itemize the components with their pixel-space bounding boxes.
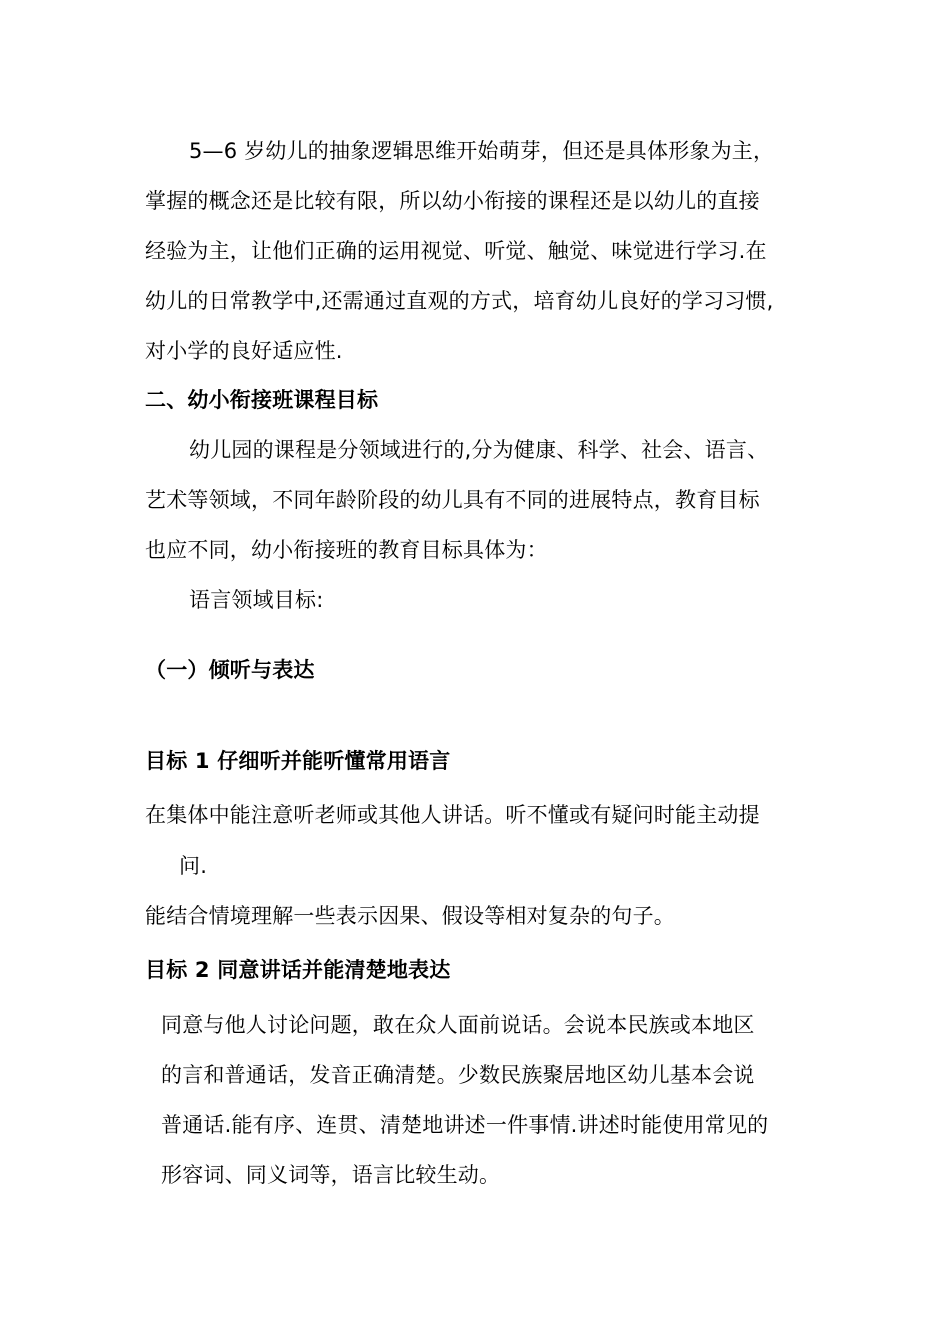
intro-line-1: 5—6 岁幼儿的抽象逻辑思维开始萌芽，但还是具体形象为主，	[189, 139, 775, 163]
subsection-1-heading: （一）倾听与表达	[145, 658, 315, 682]
section-2-line-3: 也应不同，幼小衔接班的教育目标具体为：	[145, 538, 548, 562]
goal-2-heading: 目标 2 同意讲话并能清楚地表达	[145, 958, 451, 982]
section-2-heading: 二、幼小衔接班课程目标	[145, 388, 379, 412]
language-goal-label: 语言领域目标:	[189, 588, 324, 612]
goal-1-item-1-line-1: 在集体中能注意听老师或其他人讲话。听不懂或有疑问时能主动提	[145, 803, 760, 827]
intro-line-3: 经验为主，让他们正确的运用视觉、听觉、触觉、味觉进行学习.在	[145, 239, 767, 263]
goal-2-line-4: 形容词、同义词等，语言比较生动。	[161, 1163, 501, 1187]
goal-2-line-1: 同意与他人讨论问题，敢在众人面前说话。会说本民族或本地区	[161, 1013, 755, 1037]
goal-2-line-2: 的言和普通话，发音正确清楚。少数民族聚居地区幼儿基本会说	[161, 1063, 755, 1087]
section-2-line-1: 幼儿园的课程是分领域进行的,分为健康、科学、社会、语言、	[189, 438, 769, 462]
goal-2-line-3: 普通话.能有序、连贯、清楚地讲述一件事情.讲述时能使用常见的	[161, 1113, 769, 1137]
goal-1-heading: 目标 1 仔细听并能听懂常用语言	[145, 749, 451, 773]
goal-1-item-1-line-2: 问.	[179, 854, 208, 878]
intro-line-2: 掌握的概念还是比较有限，所以幼小衔接的课程还是以幼儿的直接	[145, 189, 760, 213]
goal-1-item-2: 能结合情境理解一些表示因果、假设等相对复杂的句子。	[145, 904, 675, 928]
intro-line-4: 幼儿的日常教学中,还需通过直观的方式，培育幼儿良好的学习习惯,	[145, 289, 774, 313]
intro-line-5: 对小学的良好适应性.	[145, 339, 343, 363]
section-2-line-2: 艺术等领域，不同年龄阶段的幼儿具有不同的进展特点，教育目标	[145, 488, 760, 512]
